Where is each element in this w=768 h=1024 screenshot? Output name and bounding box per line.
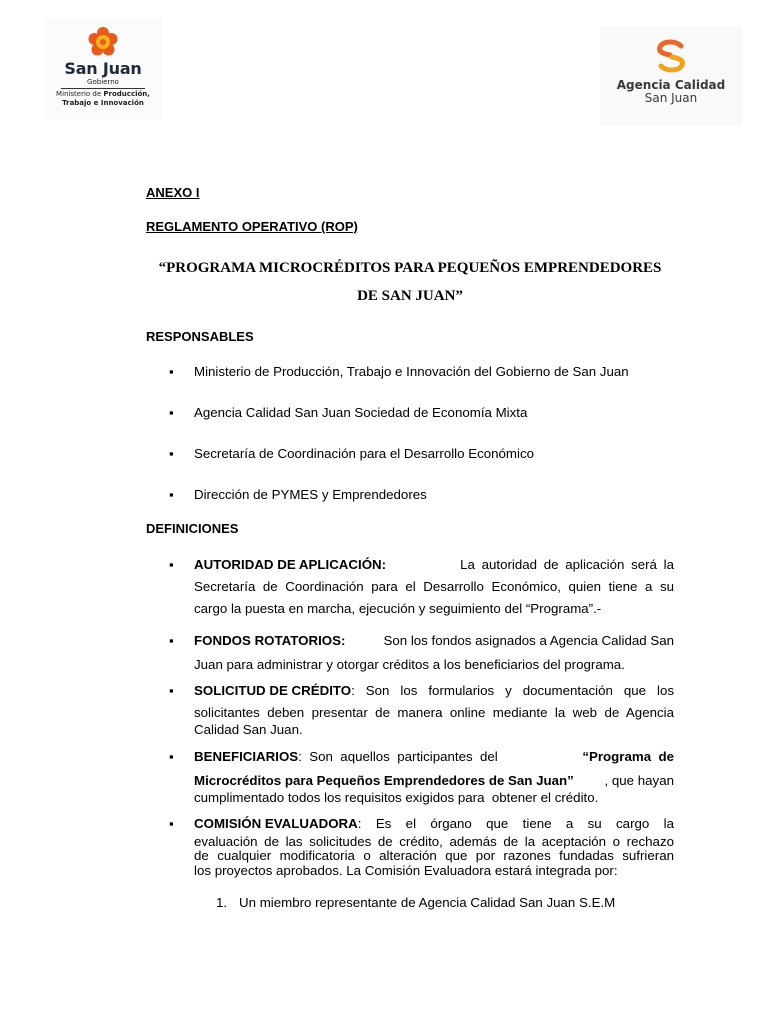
san-juan-government-logo	[44, 18, 162, 120]
bullet-icon: ▪	[169, 405, 174, 420]
logo-right-line2: San Juan	[644, 91, 698, 105]
program-title	[146, 254, 674, 310]
annex-heading: ANEXO I	[146, 185, 200, 200]
definition-comision	[194, 816, 674, 879]
definition-text: Calidad San Juan.	[194, 722, 303, 737]
agencia-calidad-mark-icon	[651, 38, 691, 74]
logo-left-ministry-line2: Trabajo e Innovación	[62, 99, 144, 107]
program-title-line2: DE SAN JUAN”	[357, 288, 463, 304]
definition-text: evaluación de las solicitudes de crédito, además de la aceptación o rechazo	[194, 834, 674, 849]
definiciones-heading: DEFINICIONES	[146, 521, 239, 536]
bullet-icon: ▪	[169, 683, 174, 698]
program-title-line1: “PROGRAMA MICROCRÉDITOS PARA PEQUEÑOS EMPRENDEDORES	[158, 260, 662, 276]
bullet-icon: ▪	[169, 364, 174, 379]
logo-left-divider	[61, 88, 145, 89]
definition-text: cumplimentado todos los requisitos exigidos para obtener el crédito.	[194, 790, 599, 805]
definition-text: Secretaría de Coordinación para el Desarrollo Económico, quien tiene a su	[194, 579, 674, 594]
definition-text: solicitantes deben presentar de manera online mediante la web de Agencia	[194, 705, 674, 720]
program-name: “Programa de	[582, 749, 674, 764]
responsable-item: Agencia Calidad San Juan Sociedad de Economía Mixta	[194, 405, 528, 420]
logo-right-line1: Agencia Calidad	[616, 78, 726, 92]
bullet-icon: ▪	[169, 487, 174, 502]
definition-text: Son los fondos asignados a Agencia Calidad San	[383, 633, 674, 648]
program-name: Microcréditos para Pequeños Emprendedores de San Juan”	[194, 773, 574, 788]
bullet-icon: ▪	[169, 816, 174, 831]
bullet-icon: ▪	[169, 446, 174, 461]
bullet-icon: ▪	[169, 633, 174, 648]
definition-text: : Son aquellos participantes del	[298, 749, 502, 764]
definition-solicitud	[194, 683, 674, 738]
definition-text: de cualquier modificatoria o alteración que por razones fundadas sufrieran	[194, 848, 674, 863]
definition-text: : Son los formularios y documentación que los	[351, 683, 674, 698]
responsable-item: Ministerio de Producción, Trabajo e Innovación del Gobierno de San Juan	[194, 364, 629, 379]
definition-beneficiarios	[194, 749, 674, 806]
numbered-item-number: 1.	[216, 895, 228, 910]
responsables-heading: RESPONSABLES	[146, 329, 254, 344]
bullet-icon: ▪	[169, 557, 174, 572]
definition-term: SOLICITUD DE CRÉDITO	[194, 683, 352, 698]
bullet-icon: ▪	[169, 749, 174, 764]
definition-term: COMISIÓN EVALUADORA	[194, 816, 358, 831]
san-juan-flower-icon	[86, 26, 120, 58]
definition-text: los proyectos aprobados. La Comisión Evaluadora estará integrada por:	[194, 863, 618, 878]
numbered-item-text: Un miembro representante de Agencia Calidad San Juan S.E.M	[239, 895, 616, 910]
definition-text: , que hayan	[604, 773, 674, 788]
definition-term: AUTORIDAD DE APLICACIÓN:	[194, 557, 387, 572]
definition-text: cargo la puesta en marcha, ejecución y seguimiento del “Programa”.-	[194, 601, 602, 616]
responsable-item: Secretaría de Coordinación para el Desarrollo Económico	[194, 446, 534, 461]
definition-text: La autoridad de aplicación será la	[460, 557, 674, 572]
responsable-item: Dirección de PYMES y Emprendedores	[194, 487, 427, 502]
definition-text: Juan para administrar y otorgar créditos a los beneficiarios del programa.	[194, 657, 625, 672]
definition-term: FONDOS ROTATORIOS:	[194, 633, 346, 648]
definition-fondos	[194, 633, 674, 673]
definition-autoridad	[194, 557, 674, 617]
rop-heading: REGLAMENTO OPERATIVO (ROP)	[146, 219, 358, 234]
logo-left-ministry: Ministerio de Producción,	[56, 90, 150, 98]
agencia-calidad-logo	[600, 26, 742, 126]
logo-left-name: San Juan	[64, 59, 142, 78]
logo-left-sub: Gobierno	[87, 78, 119, 86]
definition-term: BENEFICIARIOS	[194, 749, 299, 764]
definition-text: : Es el órgano que tiene a su cargo la	[357, 816, 674, 831]
